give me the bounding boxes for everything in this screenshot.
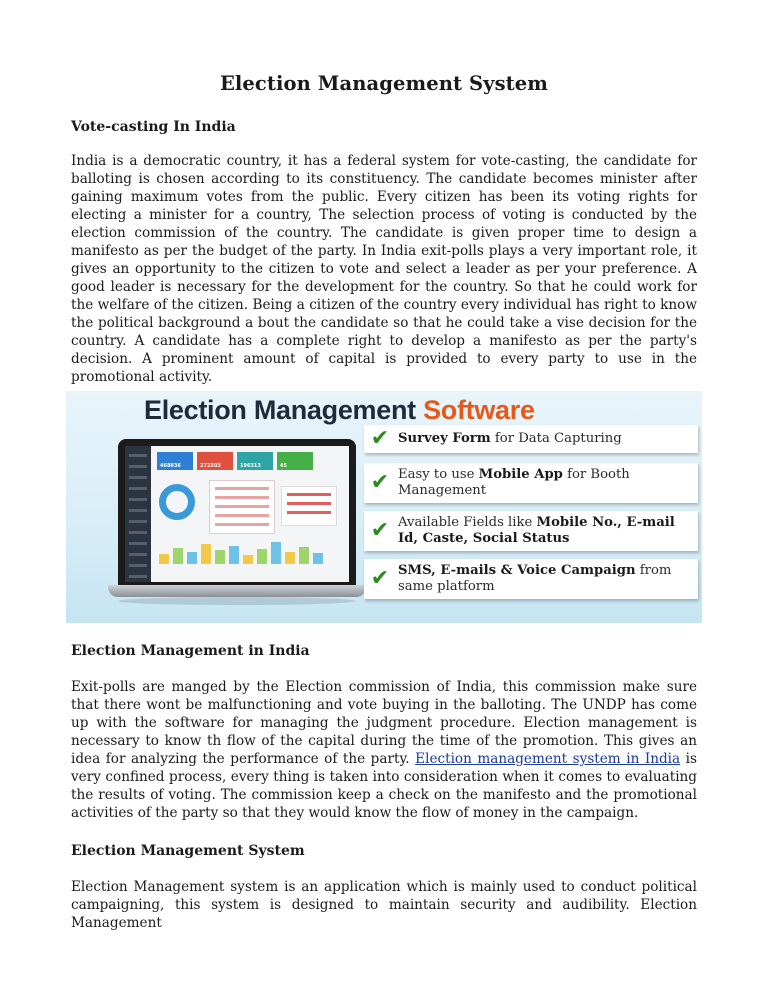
check-icon: ✔	[370, 470, 390, 495]
feature-text	[398, 467, 694, 499]
feature-available-fields	[364, 511, 698, 551]
dashboard-screen	[125, 446, 349, 582]
dashboard-tile	[277, 452, 313, 470]
feature-rest: for Booth Management	[398, 467, 630, 498]
election-management-link[interactable]: Election management system in India	[415, 751, 681, 767]
section-body-vote-casting: India is a democratic country, it has a federal system for vote-casting, the candidate for balloting is chosen according to its constituency. The candidate becomes minister after gaining maximum votes from the public. Every citizen has been its voting rights for electing a minister for a country, The selection process of voting is conducted by the election commission of the country. The candidate is given proper time to design a manifesto as per the budget of the party. In India exit-polls plays a very important role, it gives an opportunity to the citizen to vote and select a leader as per your preference. A good leader is necessary for the development for the country. So that he could work for the welfare of the citizen. Being a citizen of the country every individual has right to know the political background a bout the candidate so that he could take a vise decision for the country. A candidate has a complete right to develop a manifesto as per the party's decision. A prominent amount of capital is provided to every party to use in the promotional activity.	[71, 153, 697, 385]
dashboard-tile-value: 272503	[200, 463, 221, 469]
section-heading-election-management-india: Election Management in India	[71, 643, 310, 659]
dashboard-tile	[237, 452, 273, 470]
banner-title-part1: Election Management	[144, 395, 424, 425]
section-body-election-management-india	[71, 678, 697, 822]
banner-title	[144, 395, 535, 426]
feature-bold: Survey Form	[398, 431, 491, 446]
dashboard-donut-chart	[159, 484, 195, 520]
dashboard-sidebar	[125, 446, 151, 582]
feature-rest: from same platform	[398, 563, 672, 594]
dashboard-panel	[209, 480, 275, 534]
dashboard-tile-value: 468836	[160, 463, 181, 469]
section-body-election-management-system: Election Management system is an application which is mainly used to conduct political campaigning, this system is designed to maintain security and audibility. Election Management	[71, 879, 697, 931]
feature-sms-campaign	[364, 559, 698, 599]
election-software-banner	[66, 391, 702, 623]
laptop-illustration	[108, 439, 366, 611]
check-icon: ✔	[370, 518, 390, 543]
dashboard-tile	[157, 452, 193, 470]
feature-survey-form	[364, 425, 698, 453]
dashboard-tile-value: 45	[280, 463, 287, 469]
feature-text	[398, 515, 694, 547]
section-heading-vote-casting: Vote-casting In India	[71, 119, 236, 135]
feature-mobile-app	[364, 463, 698, 503]
section-heading-election-management-system: Election Management System	[71, 843, 305, 859]
banner-title-part2: Software	[423, 395, 535, 425]
feature-pre: Available Fields like	[398, 515, 537, 530]
document-title: Election Management System	[219, 72, 549, 95]
dashboard-tile	[197, 452, 233, 470]
feature-pre: Easy to use	[398, 467, 479, 482]
check-icon: ✔	[370, 426, 390, 451]
feature-rest: for Data Capturing	[490, 431, 622, 446]
laptop-shadow	[118, 597, 356, 605]
check-icon: ✔	[370, 566, 390, 591]
dashboard-bar-strip	[159, 542, 339, 570]
laptop-screen-frame	[118, 439, 356, 587]
dashboard-tile-value: 196313	[240, 463, 261, 469]
feature-text	[398, 563, 694, 595]
feature-text	[398, 431, 694, 447]
feature-bold: Mobile No., E-mail Id, Caste, Social Status	[398, 515, 675, 546]
feature-bold: SMS, E-mails & Voice Campaign	[398, 563, 636, 578]
dashboard-mini-panel	[281, 486, 337, 526]
feature-bold: Mobile App	[478, 467, 563, 482]
section2-text-after-link: is very confined process, every thing is taken into consideration when it comes to evaluating the results of voting. The commission keep a check on the manifesto and the promotional activities of the party so that they would know the flow of money in the campaign.	[71, 751, 697, 821]
laptop-base	[108, 585, 366, 597]
section2-text-before-link: Exit-polls are manged by the Election commission of India, this commission make sure that there wont be malfunctioning and vote buying in the balloting. The UNDP has come up with the software for managing the judgment procedure. Election management is necessary to know th flow of the capital during the time of the promotion. This gives an idea for analyzing the performance of the party.	[71, 679, 697, 767]
